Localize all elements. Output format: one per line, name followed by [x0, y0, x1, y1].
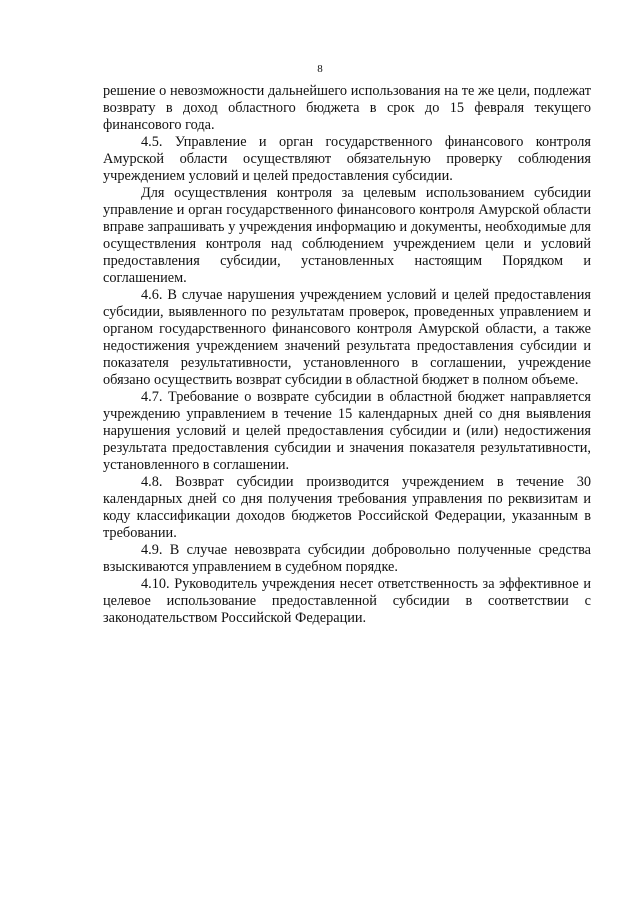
- paragraph-4-8: 4.8. Возврат субсидии производится учреждением в течение 30 календарных дней со дня получения требования управления по реквизитам и коду классификации доходов бюджетов Российской Федерации, указанным в требовании.: [103, 474, 591, 541]
- page-number: 8: [317, 63, 323, 75]
- paragraph-4-10: 4.10. Руководитель учреждения несет ответственность за эффективное и целевое использование предоставленной субсидии в соответствии с законодательством Российской Федерации.: [103, 576, 591, 626]
- paragraph-4-9: 4.9. В случае невозврата субсидии добровольно полученные средства взыскиваются управлением в судебном порядке.: [103, 542, 591, 575]
- paragraph-control: Для осуществления контроля за целевым использованием субсидии управление и орган государственного финансового контроля Амурской области вправе запрашивать у учреждения информацию и документы, необходимые для осуществления контроля над соблюдением учреждением цели и условий предоставления субсидии, установленных настоящим Порядком и соглашением.: [103, 185, 591, 286]
- paragraph-4-5: 4.5. Управление и орган государственного финансового контроля Амурской области осуществляют обязательную проверку соблюдения учреждением условий и целей предоставления субсидии.: [103, 134, 591, 184]
- paragraph-4-7: 4.7. Требование о возврате субсидии в областной бюджет направляется учреждению управлением в течение 15 календарных дней со дня выявления нарушения условий и целей предоставления субсидии и (или) недостижения результата предоставления субсидии и значения показателя результативности, установленного в соглашении.: [103, 389, 591, 473]
- paragraph-4-6: 4.6. В случае нарушения учреждением условий и целей предоставления субсидии, выявленного по результатам проверок, проведенных управлением и органом государственного финансового контроля Амурской области, а также недостижения учреждением значений результата предоставления субсидии и показателя результативности, установленного в соглашении, учреждение обязано осуществить возврат субсидии в областной бюджет в полном объеме.: [103, 287, 591, 388]
- paragraph-continuation: решение о невозможности дальнейшего использования на те же цели, подлежат возврату в доход областного бюджета в срок до 15 февраля текущего финансового года.: [103, 83, 591, 133]
- document-body: [103, 83, 591, 627]
